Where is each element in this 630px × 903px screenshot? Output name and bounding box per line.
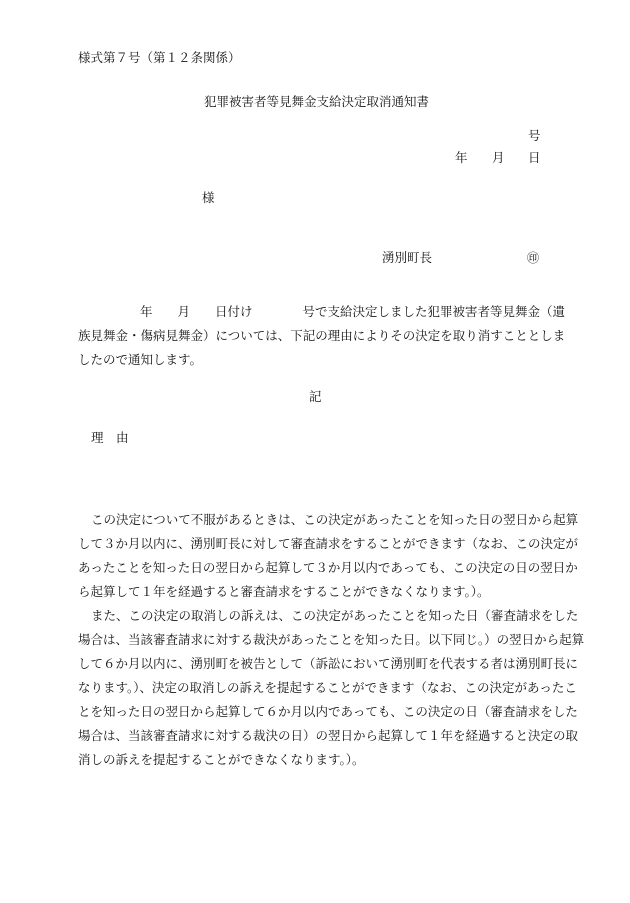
notice-line: 消しの訴えを提起することができなくなります。）。 xyxy=(78,752,365,767)
notice-line: あったことを知った日の翌日から起算して３か月以内であっても、この決定の日の翌日か xyxy=(78,560,578,575)
date-year-label: 年 xyxy=(455,150,468,165)
issuer-name: 湧別町長 xyxy=(382,250,433,265)
document-number-label: 号 xyxy=(528,128,541,143)
notice-line: とを知った日の翌日から起算して６か月以内であっても、この決定の日（審査請求をした xyxy=(78,704,578,719)
notice-line: この決定について不服があるときは、この決定があったことを知った日の翌日から起算 xyxy=(91,512,579,527)
date-month-label: 月 xyxy=(492,150,505,165)
notice-line: して３か月以内に、湧別町長に対して審査請求をすることができます（なお、この決定が xyxy=(78,536,579,551)
date-day-label: 日 xyxy=(528,150,541,165)
notice-line: ら起算して１年を経過すると審査請求をすることができなくなります。）。 xyxy=(78,584,490,599)
notice-line: 場合は、当該審査請求に対する裁決の日）の翌日から起算して１年を経過すると決定の取 xyxy=(78,728,579,743)
notice-line: また、この決定の取消しの訴えは、この決定があったことを知った日（審査請求をした xyxy=(91,608,579,623)
notice-line: 場合は、当該審査請求に対する裁決があったことを知った日。以下同じ。）の翌日から起算 xyxy=(78,632,585,647)
seal-mark: ㊞ xyxy=(527,251,540,265)
notice-line: して６か月以内に、湧別町を被告として（訴訟において湧別町を代表する者は湧別町長に xyxy=(78,656,579,671)
form-label: 様式第７号（第１２条関係） xyxy=(78,50,241,65)
notification-body xyxy=(78,300,566,372)
body-line: 年 月 日付け 号で支給決定しました犯罪被害者等見舞金（遺 xyxy=(140,304,566,319)
appeal-notice xyxy=(78,508,585,772)
reason-label: 理 由 xyxy=(91,430,129,445)
ki-heading: 記 xyxy=(309,389,322,404)
notice-line: なります。）、決定の取消しの訴えを提起することができます（なお、この決定があったこ xyxy=(78,680,577,695)
addressee-suffix: 様 xyxy=(202,190,215,205)
body-line: したので通知します。 xyxy=(78,352,203,367)
body-line: 族見舞金・傷病見舞金）については、下記の理由によりその決定を取り消すこととしま xyxy=(78,328,566,343)
document-title: 犯罪被害者等見舞金支給決定取消通知書 xyxy=(204,94,430,109)
